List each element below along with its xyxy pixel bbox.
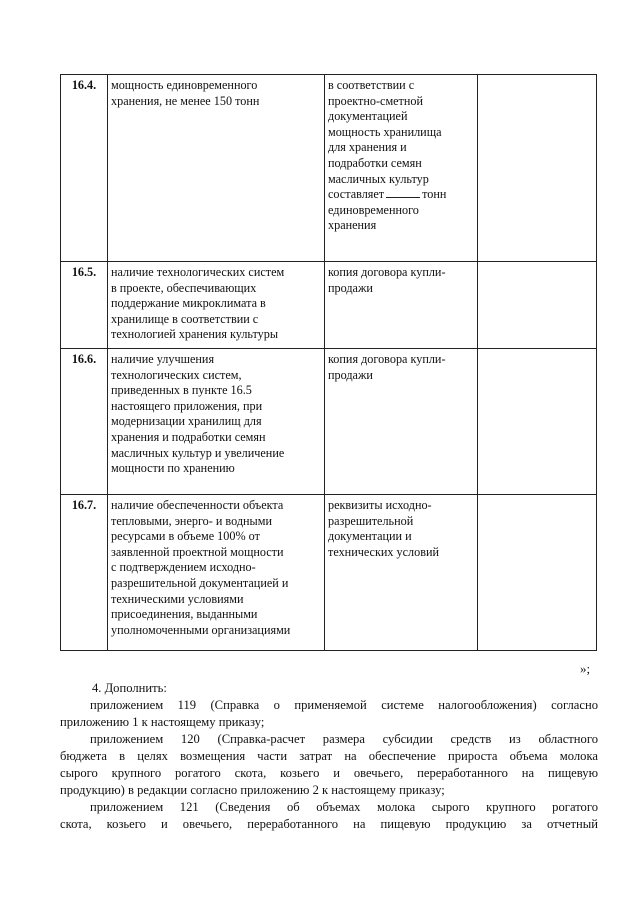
paragraph-line: приложением 121 (Сведения об объемах молока сырого крупного рогатого [90,800,598,814]
paragraph-appendix-119 [60,697,598,731]
requirement-line: мощности по хранению [111,461,235,476]
empty-cell [478,75,597,262]
empty-cell [478,349,597,495]
document-cell [325,75,478,262]
requirement-line: в проекте, обеспечивающих [111,280,257,295]
table-row [61,262,597,349]
fill-in-blank [386,187,420,198]
requirement-line: с подтверждением исходно- [111,560,256,575]
paragraph-line: сырого крупного рогатого скота, козьего и овечьего, переработанного на пищевую [60,766,598,780]
blank-suffix: тонн [422,187,447,202]
requirement-line: наличие улучшения [111,352,215,366]
requirement-line: хранения, не менее 150 тонн [111,93,260,108]
requirement-line: тепловыми, энерго- и водными [111,513,272,528]
requirement-line: масличных культур и увеличение [111,445,285,460]
item-number: 16.7. [61,495,108,651]
paragraph-line: скота, козьего и овечьего, переработанного на пищевую продукцию за отчетный [60,817,598,831]
requirement-line: модернизации хранилищ для [111,414,262,429]
document-line: копия договора купли- [328,265,446,279]
document-line: технических условий [328,544,440,559]
requirement-line: хранения и подработки семян [111,429,266,444]
paragraph-appendix-120 [60,731,598,799]
document-line: мощность хранилища [328,124,442,139]
document-cell [325,495,478,651]
document-line: проектно-сметной [328,93,424,108]
paragraph-line: бюджета в целях возмещения части затрат на обеспечение прироста объема молока [60,749,598,763]
document-line: для хранения и [328,140,407,155]
document-line: масличных культур [328,171,429,186]
paragraph-appendix-121 [60,799,598,833]
document-line-with-blank [328,187,474,203]
table-row [61,495,597,651]
requirement-line: хранилище в соответствии с [111,311,259,326]
document-line: документации и [328,529,412,544]
empty-cell [478,262,597,349]
document-line: хранения [328,218,377,233]
table-row [61,75,597,262]
item-number: 16.4. [61,75,108,262]
item-number: 16.5. [61,262,108,349]
document-line: продажи [328,367,373,382]
empty-cell [478,495,597,651]
requirement-cell [108,75,325,262]
paragraph-line: продукцию) в редакции согласно приложению 2 к настоящему приказу; [60,783,445,797]
paragraph-line: приложением 119 (Справка о применяемой системе налогообложения) согласно [90,698,598,712]
document-cell [325,262,478,349]
requirement-line: поддержание микроклимата в [111,296,266,311]
document-line: в соответствии с [328,78,415,92]
requirement-line: наличие обеспеченности объекта [111,498,284,512]
blank-prefix: составляет [328,187,385,202]
table-end-quote: »; [580,661,591,676]
item-number: 16.6. [61,349,108,495]
requirement-cell [108,495,325,651]
paragraph-line: 4. Дополнить: [92,681,167,695]
document-line: разрешительной [328,513,414,528]
requirement-cell [108,262,325,349]
requirement-line: приведенных в пункте 16.5 [111,383,252,398]
document-line: документацией [328,109,408,124]
document-line: реквизиты исходно- [328,498,432,512]
table-row [61,349,597,495]
document-line: копия договора купли- [328,352,446,366]
requirements-table [60,74,597,651]
requirement-line: технологических систем, [111,367,242,382]
requirement-cell [108,349,325,495]
requirement-line: мощность единовременного [111,78,258,92]
paragraph-line: приложением 120 (Справка-расчет размера субсидии средств из областного [90,732,598,746]
paragraph-4-heading [60,680,598,697]
requirement-line: уполномоченными организациями [111,622,291,637]
document-cell [325,349,478,495]
requirement-line: разрешительной документацией и [111,575,289,590]
requirement-line: технологией хранения культуры [111,327,279,342]
requirement-line: ресурсами в объеме 100% от [111,529,260,544]
requirement-line: заявленной проектной мощности [111,544,284,559]
document-line: единовременного [328,202,419,217]
requirement-line: настоящего приложения, при [111,398,263,413]
document-line: продажи [328,280,373,295]
requirement-line: техническими условиями [111,591,244,606]
requirement-line: наличие технологических систем [111,265,285,279]
requirement-line: присоединения, выданными [111,607,258,622]
paragraph-line: приложению 1 к настоящему приказу; [60,715,265,729]
document-line: подработки семян [328,155,422,170]
